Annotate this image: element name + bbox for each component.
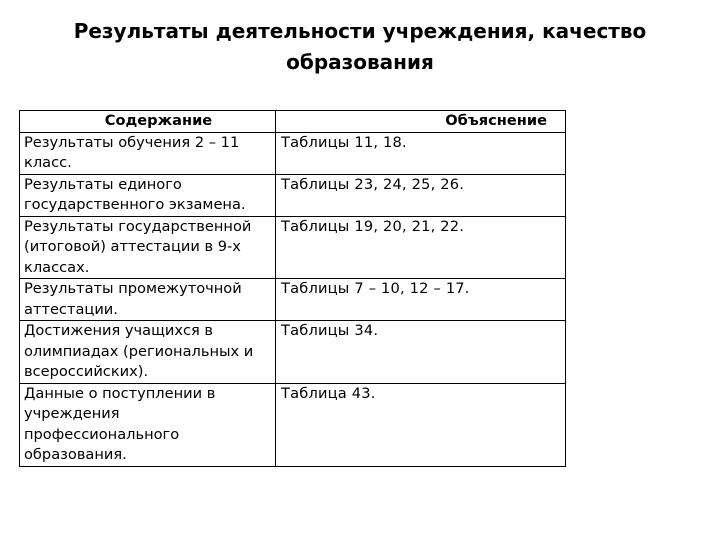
content-cell: Результаты единого государственного экзамена. [20, 174, 276, 216]
explanation-cell: Таблицы 34. [276, 321, 566, 384]
content-cell: Данные о поступлении в учреждения профессионального образования. [20, 383, 276, 466]
results-table [19, 110, 566, 467]
explanation-cell: Таблицы 11, 18. [276, 132, 566, 174]
explanation-cell: Таблицы 23, 24, 25, 26. [276, 174, 566, 216]
content-cell: Результаты промежуточной аттестации. [20, 279, 276, 321]
table-row [20, 321, 566, 384]
slide-title: Результаты деятельности учреждения, качество образования [73, 19, 647, 74]
content-cell: Достижения учащихся в олимпиадах (региональных и всероссийских). [20, 321, 276, 384]
table-row [20, 279, 566, 321]
column-header-content: Содержание [20, 111, 276, 133]
explanation-cell: Таблицы 19, 20, 21, 22. [276, 216, 566, 279]
explanation-cell: Таблицы 7 – 10, 12 – 17. [276, 279, 566, 321]
content-cell: Результаты обучения 2 – 11 класс. [20, 132, 276, 174]
table-header-row [20, 111, 566, 133]
table-row [20, 132, 566, 174]
table-row [20, 383, 566, 466]
table-row [20, 174, 566, 216]
content-cell: Результаты государственной (итоговой) аттестации в 9-х классах. [20, 216, 276, 279]
table-row [20, 216, 566, 279]
results-table-container [19, 110, 565, 467]
explanation-cell: Таблица 43. [276, 383, 566, 466]
column-header-explanation: Объяснение [276, 111, 566, 133]
